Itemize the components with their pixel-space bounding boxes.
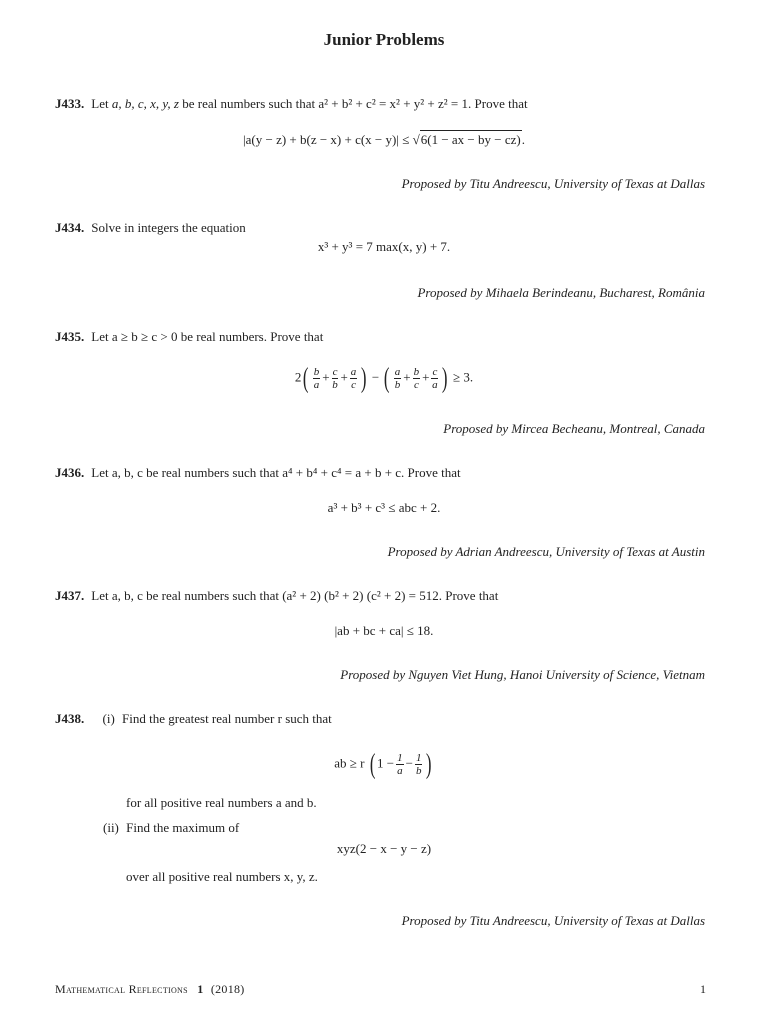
problem-id: J436. (55, 465, 85, 480)
problem-j433-formula: |a(y − z) + b(z − x) + c(x − y)| ≤ √6(1 − ax − by − cz). (243, 132, 525, 147)
problem-j437-formula: |ab + bc + ca| ≤ 18. (334, 623, 434, 638)
problem-j433-proposer: Proposed by Titu Andreescu, University of Texas at Dallas (401, 176, 705, 191)
problem-j438-formula-2: xyz(2 − x − y − z) (336, 841, 432, 856)
problem-j438-part2-after: over all positive real numbers x, y, z. (126, 869, 318, 884)
problem-j436-proposer: Proposed by Adrian Andreescu, University of Texas at Austin (387, 544, 705, 559)
problem-j438-part1: J438. (i) Find the greatest real number r such that (55, 711, 332, 726)
fraction: $\frac{1}{a}$ (397, 752, 403, 777)
page-number: 1 (700, 982, 706, 996)
problem-j437-statement: J437. Let a, b, c be real numbers such that (a² + 2) (b² + 2) (c² + 2) = 512. Prove that (55, 588, 499, 603)
problem-j433-statement: J433. Let a, b, c, x, y, z be real numbers such that a² + b² + c² = x² + y² + z² = 1. Prove that (55, 96, 528, 111)
fraction: $\frac{b}{a}$ (313, 366, 320, 391)
square-root: √6(1 − ax − by − cz) (412, 132, 521, 147)
fraction: $\frac{a}{b}$ (394, 366, 401, 391)
problem-j434-formula: x³ + y³ = 7 max(x, y) + 7. (317, 239, 451, 254)
fraction: $\frac{c}{a}$ (432, 366, 438, 391)
problem-j435-statement: J435. Let a ≥ b ≥ c > 0 be real numbers. Prove that (55, 329, 324, 344)
fraction: $\frac{b}{c}$ (413, 366, 420, 391)
problem-j436-statement: J436. Let a, b, c be real numbers such that a⁴ + b⁴ + c⁴ = a + b + c. Prove that (55, 465, 461, 480)
fraction: $\frac{c}{b}$ (332, 366, 338, 391)
problem-j435-proposer: Proposed by Mircea Becheanu, Montreal, Canada (443, 421, 705, 436)
page-title: Junior Problems (323, 30, 445, 49)
problem-id: J438. (55, 711, 85, 726)
problem-j438-part2: (ii) Find the maximum of (103, 820, 240, 835)
fraction: $\frac{a}{c}$ (350, 366, 357, 391)
problem-j438-proposer: Proposed by Titu Andreescu, University of Texas at Dallas (401, 913, 705, 928)
problem-j435-formula: 2( $\frac{b}{a}$ + $\frac{c}{b}$ + $\frac{a}{c}$ ) − ( $\frac{a}{b}$ + $\frac{b}{c}$ + $\frac{c}{a}$ ) ≥ 3. (294, 362, 474, 394)
problem-id: J437. (55, 588, 85, 603)
problem-j438-part1-after: for all positive real numbers a and b. (126, 795, 317, 810)
fraction: $\frac{1}{b}$ (415, 752, 422, 777)
problem-j434-proposer: Proposed by Mihaela Berindeanu, Bucharest, România (417, 285, 705, 300)
problem-id: J433. (55, 96, 85, 111)
problem-id: J435. (55, 329, 85, 344)
problem-j438-formula-1: ab ≥ r ( 1 − $\frac{1}{a}$ − $\frac{1}{b}$ ) (334, 748, 432, 780)
problem-id: J434. (55, 220, 85, 235)
problem-j436-formula: a³ + b³ + c³ ≤ abc + 2. (327, 500, 441, 515)
footer-journal: Mathematical Reflections 1 (2018) (55, 982, 245, 996)
problem-j434-statement: J434. Solve in integers the equation (55, 220, 246, 235)
problem-j437-proposer: Proposed by Nguyen Viet Hung, Hanoi University of Science, Vietnam (340, 667, 705, 682)
